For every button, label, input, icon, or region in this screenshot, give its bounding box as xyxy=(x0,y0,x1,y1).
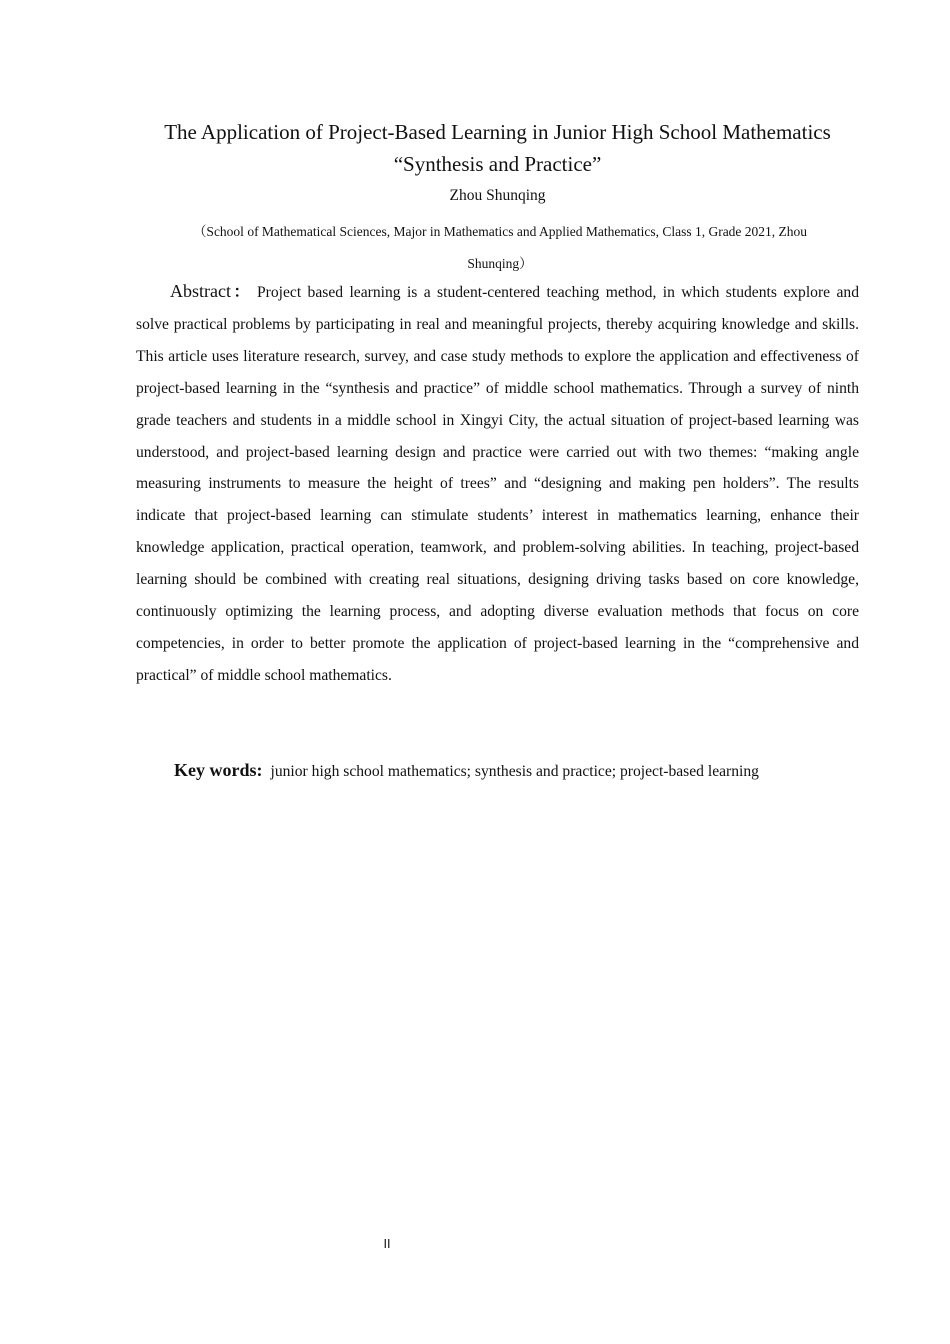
author-affiliation: （School of Mathematical Sciences, Major in Mathematics and Applied Mathematics, Class 1, Grade 2021, Zhou Shunqing） xyxy=(192,224,808,271)
paper-title-line-2: “Synthesis and Practice” xyxy=(393,152,602,176)
page-number: II xyxy=(383,1237,391,1251)
abstract-text: Project based learning is a student-centered teaching method, in which students explore and solve practical problems by participating in real and meaningful projects, thereby acquiring knowledge and skills. This article uses literature research, survey, and case study methods to explore the application and effectiveness of project-based learning in the “synthesis and practice” of middle school mathematics. Through a survey of ninth grade teachers and students in a middle school in Xingyi City, the actual situation of project-based learning was understood, and project-based learning design and practice were carried out with two themes: “making angle measuring instruments to measure the height of trees” and “designing and making pen holders”. The results indicate that project-based learning can stimulate students’ interest in mathematics learning, enhance their knowledge application, practical operation, teamwork, and problem-solving abilities. In teaching, project-based learning should be combined with creating real situations, designing driving tasks based on core knowledge, continuously optimizing the learning process, and adopting diverse evaluation methods that focus on core competencies, in order to better promote the application of project-based learning in the “comprehensive and practical” of middle school mathematics. xyxy=(136,284,859,684)
keywords-label: Key words: xyxy=(174,760,263,780)
abstract-colon: ： xyxy=(230,284,252,301)
author-name: Zhou Shunqing xyxy=(449,187,546,204)
keywords-text: junior high school mathematics; synthesis and practice; project-based learning xyxy=(270,763,759,780)
paper-title-line-1: The Application of Project-Based Learning in Junior High School Mathematics xyxy=(164,120,831,144)
abstract-label: Abstract xyxy=(170,281,231,301)
abstract-paragraph xyxy=(136,276,859,692)
keywords-line xyxy=(174,756,874,786)
